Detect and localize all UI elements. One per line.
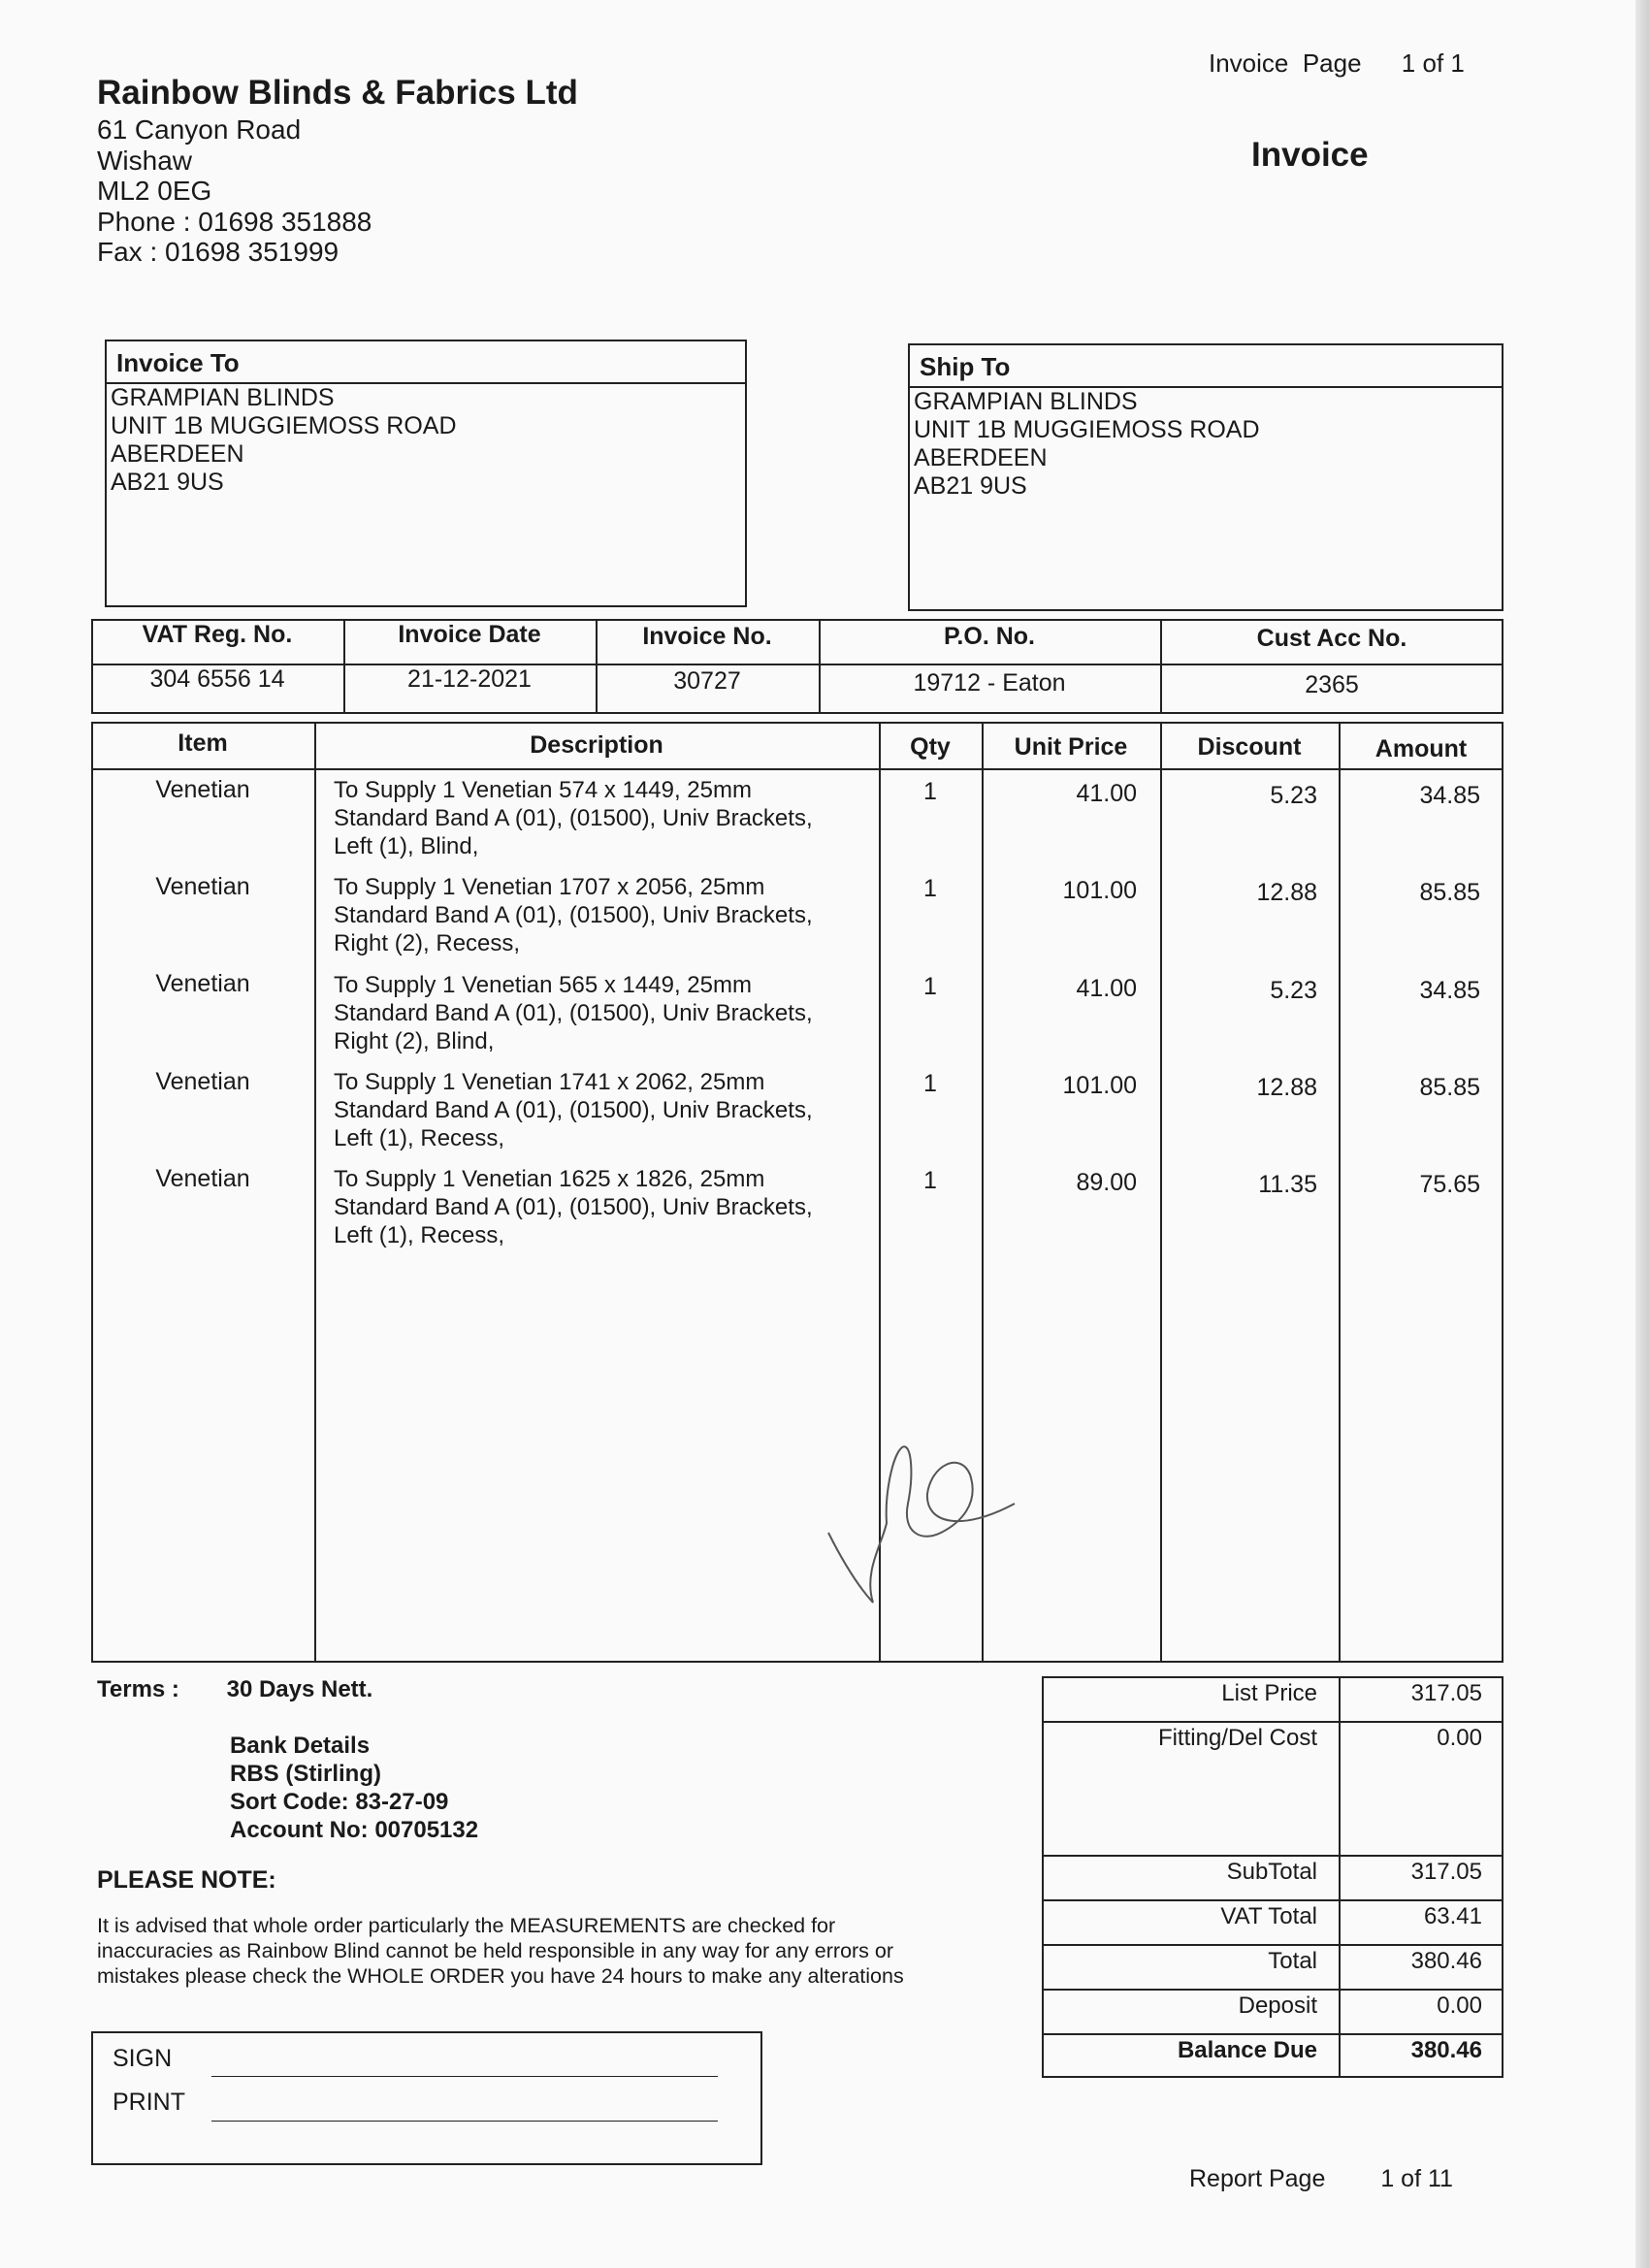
row-qty: 1 bbox=[923, 778, 937, 805]
row-unit-price: 101.00 bbox=[1062, 1072, 1137, 1099]
total-label-list-price: List Price bbox=[1221, 1680, 1317, 1706]
meta-value-cust-acc: 2365 bbox=[1305, 671, 1359, 698]
description-line: Right (2), Blind, bbox=[334, 1028, 495, 1054]
row-discount: 12.88 bbox=[1256, 1074, 1317, 1101]
row-discount: 11.35 bbox=[1258, 1171, 1317, 1198]
document-title: Invoice bbox=[1251, 136, 1369, 174]
meta-value-vat: 304 6556 14 bbox=[149, 665, 285, 693]
row-discount: 5.23 bbox=[1270, 782, 1317, 809]
total-label-fitting: Fitting/Del Cost bbox=[1157, 1725, 1317, 1751]
column-header-description: Description bbox=[530, 731, 663, 759]
address-line: ABERDEEN bbox=[914, 444, 1048, 471]
total-label-balance-due: Balance Due bbox=[1177, 2037, 1317, 2063]
company-address-line: 61 Canyon Road bbox=[97, 114, 302, 145]
column-header-amount: Amount bbox=[1374, 735, 1468, 762]
row-amount: 34.85 bbox=[1419, 782, 1480, 809]
print-line[interactable] bbox=[211, 2121, 718, 2122]
bank-sort-code: Sort Code: 83-27-09 bbox=[230, 1789, 449, 1815]
bank-name: RBS (Stirling) bbox=[230, 1761, 381, 1787]
bank-account-no: Account No: 00705132 bbox=[230, 1817, 479, 1843]
page-number: 1 of 1 bbox=[1401, 49, 1465, 78]
ship-to-box bbox=[908, 343, 1504, 611]
invoice-to-address bbox=[107, 384, 745, 497]
address-line: UNIT 1B MUGGIEMOSS ROAD bbox=[111, 412, 457, 439]
company-block bbox=[97, 72, 578, 268]
description-line: Standard Band A (01), (01500), Univ Brackets, bbox=[334, 1097, 813, 1123]
totals-divider bbox=[1042, 2033, 1504, 2035]
meta-value-invoice-no: 30727 bbox=[673, 667, 741, 695]
row-description bbox=[334, 1068, 813, 1152]
meta-header-vat: VAT Reg. No. bbox=[142, 621, 293, 648]
description-line: To Supply 1 Venetian 1707 x 2056, 25mm bbox=[334, 874, 765, 900]
meta-header-invoice-no: Invoice No. bbox=[642, 623, 772, 650]
please-note-text bbox=[97, 1913, 989, 1989]
row-amount: 34.85 bbox=[1419, 977, 1480, 1004]
address-line: UNIT 1B MUGGIEMOSS ROAD bbox=[914, 416, 1260, 443]
description-line: Left (1), Recess, bbox=[334, 1222, 505, 1248]
row-description bbox=[334, 776, 813, 860]
description-line: Standard Band A (01), (01500), Univ Brackets, bbox=[334, 1000, 813, 1026]
row-item: Venetian bbox=[155, 873, 250, 900]
description-line: Left (1), Recess, bbox=[334, 1125, 505, 1151]
bank-details-heading: Bank Details bbox=[230, 1733, 371, 1759]
row-amount: 85.85 bbox=[1419, 879, 1480, 906]
column-header-unit-price: Unit Price bbox=[1014, 733, 1128, 761]
sign-label: SIGN bbox=[113, 2045, 173, 2072]
description-line: To Supply 1 Venetian 574 x 1449, 25mm bbox=[334, 777, 752, 803]
scan-edge bbox=[1635, 0, 1649, 2268]
company-phone: Phone : 01698 351888 bbox=[97, 206, 372, 237]
please-note-heading: PLEASE NOTE: bbox=[97, 1866, 276, 1894]
meta-header-date: Invoice Date bbox=[398, 621, 541, 648]
note-line: It is advised that whole order particularly the MEASUREMENTS are checked for bbox=[97, 1914, 836, 1937]
total-label-total: Total bbox=[1268, 1948, 1317, 1974]
company-fax: Fax : 01698 351999 bbox=[97, 237, 340, 267]
column-header-item: Item bbox=[178, 729, 228, 757]
terms-value: 30 Days Nett. bbox=[226, 1676, 373, 1702]
row-qty: 1 bbox=[923, 875, 937, 902]
address-line: GRAMPIAN BLINDS bbox=[111, 384, 335, 411]
total-label-vat: VAT Total bbox=[1220, 1903, 1317, 1929]
meta-value-po: 19712 - Eaton bbox=[913, 669, 1066, 697]
description-line: Standard Band A (01), (01500), Univ Brackets, bbox=[334, 805, 813, 831]
totals-divider bbox=[1042, 1855, 1504, 1857]
terms-label: Terms : bbox=[97, 1676, 179, 1702]
address-line: ABERDEEN bbox=[111, 440, 244, 468]
row-amount: 75.65 bbox=[1419, 1171, 1480, 1198]
row-item: Venetian bbox=[155, 1165, 250, 1192]
handwritten-signature-mark bbox=[824, 1436, 1018, 1610]
description-line: Standard Band A (01), (01500), Univ Brackets, bbox=[334, 902, 813, 928]
row-qty: 1 bbox=[923, 1070, 937, 1097]
totals-divider bbox=[1042, 1899, 1504, 1901]
row-description bbox=[334, 1165, 813, 1249]
company-address-line: Wishaw bbox=[97, 145, 193, 176]
column-header-discount: Discount bbox=[1197, 733, 1302, 761]
items-col-divider bbox=[314, 722, 316, 1663]
total-label-deposit: Deposit bbox=[1238, 1993, 1317, 2019]
address-line: AB21 9US bbox=[914, 472, 1027, 500]
totals-divider bbox=[1042, 1944, 1504, 1946]
total-value-subtotal: 317.05 bbox=[1410, 1859, 1482, 1885]
column-header-qty: Qty bbox=[910, 733, 951, 761]
items-header-divider bbox=[91, 768, 1504, 770]
description-line: Right (2), Recess, bbox=[334, 930, 521, 956]
row-item: Venetian bbox=[155, 970, 250, 997]
note-line: mistakes please check the WHOLE ORDER you have 24 hours to make any alterations bbox=[97, 1964, 904, 1988]
company-address-line: ML2 0EG bbox=[97, 176, 212, 206]
row-item: Venetian bbox=[155, 776, 250, 803]
company-name: Rainbow Blinds & Fabrics Ltd bbox=[97, 74, 578, 112]
meta-value-date: 21-12-2021 bbox=[407, 665, 532, 693]
description-line: To Supply 1 Venetian 565 x 1449, 25mm bbox=[334, 972, 752, 998]
note-line: inaccuracies as Rainbow Blind cannot be held responsible in any way for any errors or bbox=[97, 1939, 894, 1962]
page-label: Invoice Page bbox=[1209, 49, 1362, 78]
description-line: To Supply 1 Venetian 1741 x 2062, 25mm bbox=[334, 1069, 765, 1095]
row-description bbox=[334, 971, 813, 1055]
totals-divider bbox=[1042, 1721, 1504, 1723]
row-qty: 1 bbox=[923, 973, 937, 1000]
report-page-indicator bbox=[1189, 2165, 1453, 2193]
terms bbox=[97, 1676, 372, 1703]
total-value-deposit: 0.00 bbox=[1437, 1993, 1482, 2019]
report-page-number: 1 of 11 bbox=[1380, 2165, 1453, 2192]
row-item: Venetian bbox=[155, 1068, 250, 1095]
total-value-fitting: 0.00 bbox=[1437, 1725, 1482, 1751]
meta-header-po: P.O. No. bbox=[943, 623, 1035, 650]
sign-line[interactable] bbox=[211, 2076, 718, 2077]
total-label-subtotal: SubTotal bbox=[1226, 1859, 1317, 1885]
row-unit-price: 101.00 bbox=[1062, 877, 1137, 904]
row-unit-price: 41.00 bbox=[1076, 780, 1137, 807]
row-unit-price: 89.00 bbox=[1076, 1169, 1137, 1196]
total-value-list-price: 317.05 bbox=[1410, 1680, 1482, 1706]
invoice-to-heading: Invoice To bbox=[107, 341, 745, 384]
address-line: GRAMPIAN BLINDS bbox=[914, 388, 1138, 415]
description-line: To Supply 1 Venetian 1625 x 1826, 25mm bbox=[334, 1166, 765, 1192]
report-page-label: Report Page bbox=[1189, 2165, 1326, 2192]
total-value-vat: 63.41 bbox=[1423, 1903, 1482, 1929]
address-line: AB21 9US bbox=[111, 469, 224, 496]
invoice-page-indicator bbox=[1209, 49, 1465, 79]
row-qty: 1 bbox=[923, 1167, 937, 1194]
total-value-total: 380.46 bbox=[1410, 1948, 1482, 1974]
sign-print-box bbox=[91, 2031, 762, 2165]
invoice-to-box bbox=[105, 340, 747, 607]
row-discount: 5.23 bbox=[1270, 977, 1317, 1004]
row-amount: 85.85 bbox=[1419, 1074, 1480, 1101]
ship-to-heading: Ship To bbox=[910, 345, 1502, 388]
totals-divider bbox=[1042, 1989, 1504, 1991]
row-discount: 12.88 bbox=[1256, 879, 1317, 906]
ship-to-address bbox=[910, 388, 1502, 501]
meta-header-cust-acc: Cust Acc No. bbox=[1256, 625, 1407, 652]
print-label: PRINT bbox=[113, 2089, 185, 2116]
row-unit-price: 41.00 bbox=[1076, 975, 1137, 1002]
description-line: Standard Band A (01), (01500), Univ Brackets, bbox=[334, 1194, 813, 1220]
description-line: Left (1), Blind, bbox=[334, 833, 479, 859]
total-value-balance-due: 380.46 bbox=[1410, 2037, 1482, 2063]
row-description bbox=[334, 873, 813, 957]
